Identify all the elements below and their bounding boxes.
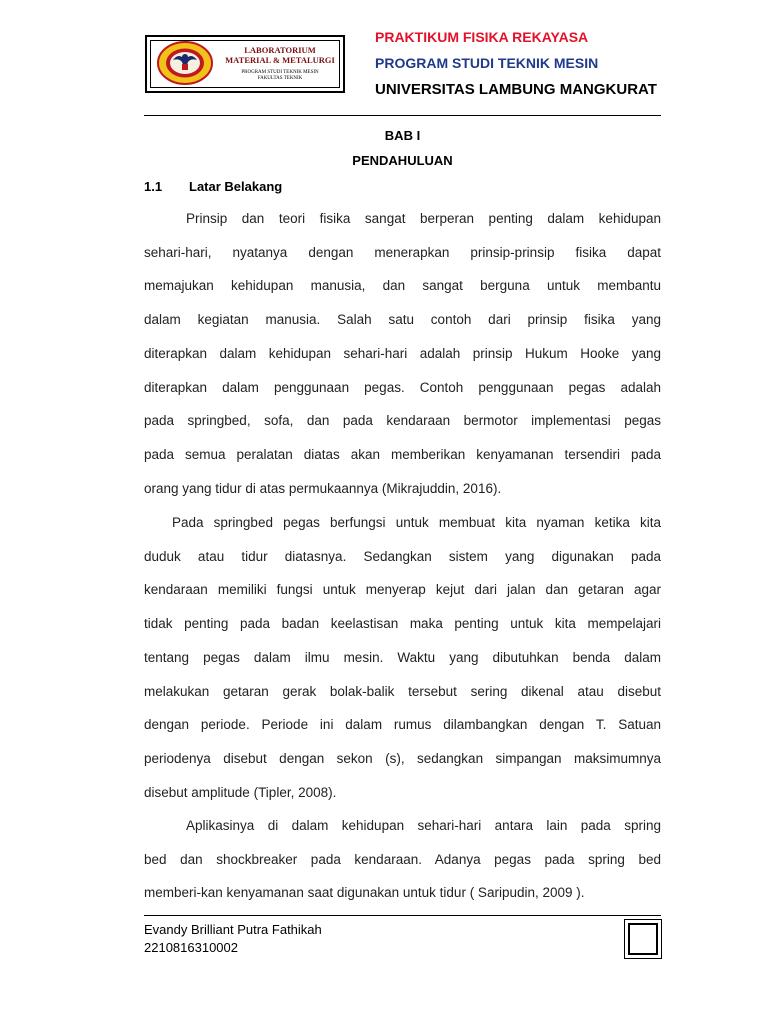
lab-subtitle	[221, 70, 339, 82]
chapter-title: PENDAHULUAN	[352, 153, 453, 168]
body-line: tentang pegas dalam ilmu mesin. Waktu yang dibutuhkan benda dalam	[144, 649, 661, 665]
body-line: Aplikasinya di dalam kehidupan sehari-hari antara lain pada spring	[186, 818, 661, 833]
body-line: pada springbed, sofa, dan pada kendaraan bermotor implementasi pegas	[144, 413, 661, 429]
lab-logo-box	[145, 35, 345, 93]
chapter-label: BAB I	[384, 128, 421, 143]
body-line: bed dan shockbreaker pada kendaraan. Adanya pegas pada spring bed	[144, 851, 661, 867]
lab-title-line1: LABORATORIUM	[244, 45, 316, 55]
author-nim: 2210816310002	[144, 940, 238, 955]
page-number-box-inner	[628, 923, 658, 955]
header-divider	[144, 115, 661, 116]
body-line: dalam kegiatan manusia. Salah satu contoh dari prinsip fisika yang	[144, 312, 661, 328]
body-line: pada semua peralatan diatas akan memberikan kenyamanan tersendiri pada	[144, 446, 661, 462]
body-line: memberi-kan kenyamanan saat digunakan untuk tidur ( Saripudin, 2009 ).	[144, 885, 585, 901]
university-seal-icon	[155, 40, 215, 86]
body-line: Pada springbed pegas berfungsi untuk membuat kita nyaman ketika kita	[172, 515, 661, 530]
body-line: tidak penting pada badan keelastisan maka penting untuk kita mempelajari	[144, 616, 661, 632]
lab-subtitle-line1: PROGRAM STUDI TEKNIK MESIN	[241, 70, 319, 75]
body-line: disebut amplitude (Tipler, 2008).	[144, 784, 337, 800]
section-title: Latar Belakang	[189, 179, 283, 194]
body-line: melakukan getaran gerak bolak-balik tersebut sering dikenal atau disebut	[144, 683, 661, 699]
body-line: sehari-hari, nyatanya dengan menerapkan prinsip-prinsip fisika dapat	[144, 244, 661, 260]
body-line: diterapkan dalam kehidupan sehari-hari adalah prinsip Hukum Hooke yang	[144, 345, 661, 361]
body-line: dengan periode. Periode ini dalam rumus dilambangkan dengan T. Satuan	[144, 717, 661, 733]
footer-divider	[144, 915, 661, 916]
header-title-praktikum: PRAKTIKUM FISIKA REKAYASA	[375, 29, 589, 45]
author-name: Evandy Brilliant Putra Fathikah	[144, 922, 322, 937]
body-line: kendaraan memiliki fungsi untuk menyerap kejut dari jalan dan getaran agar	[144, 582, 661, 598]
body-line: periodenya disebut dengan sekon (s), sedangkan simpangan maksimumnya	[144, 750, 661, 766]
body-line: diterapkan dalam penggunaan pegas. Contoh penggunaan pegas adalah	[144, 379, 661, 395]
body-line: Prinsip dan teori fisika sangat berperan penting dalam kehidupan	[186, 211, 661, 226]
body-line: orang yang tidur di atas permukaannya (Mikrajuddin, 2016).	[144, 480, 502, 496]
lab-title-line2: MATERIAL & METALURGI	[225, 55, 335, 65]
lab-subtitle-line2: FAKULTAS TEKNIK	[257, 76, 303, 81]
lab-title	[221, 45, 339, 65]
header-title-university: UNIVERSITAS LAMBUNG MANGKURAT	[375, 81, 657, 98]
body-line: duduk atau tidur diatasnya. Sedangkan sistem yang digunakan pada	[144, 548, 661, 564]
page-number-box	[624, 919, 662, 959]
header-title-prodi: PROGRAM STUDI TEKNIK MESIN	[375, 55, 599, 71]
section-number: 1.1	[144, 179, 163, 194]
body-line: memajukan kehidupan manusia, dan sangat berguna untuk membantu	[144, 278, 661, 294]
